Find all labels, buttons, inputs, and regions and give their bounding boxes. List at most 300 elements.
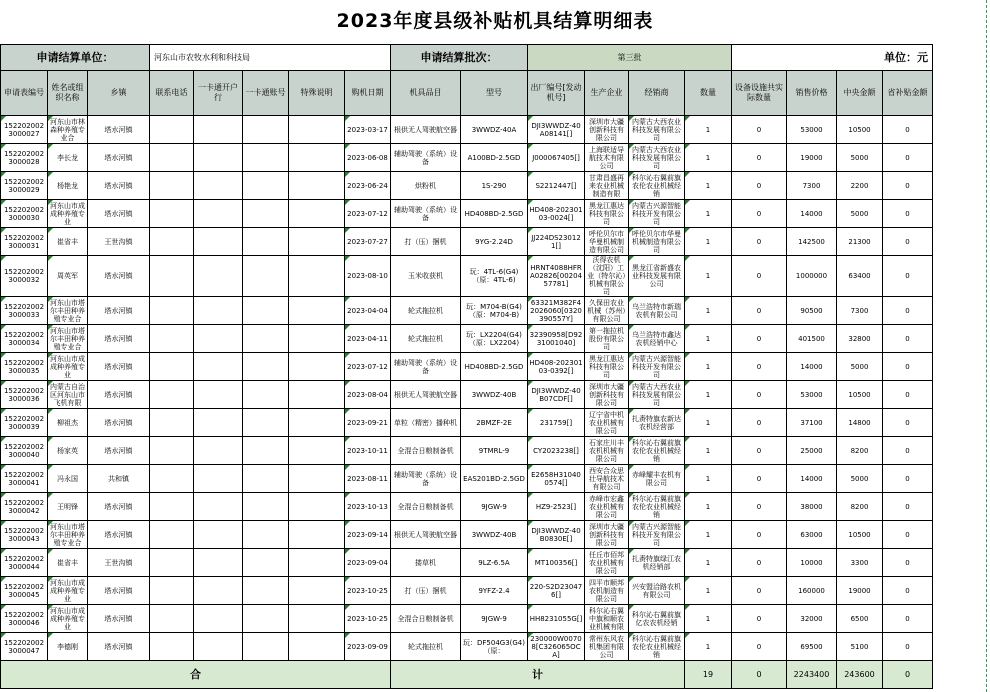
cell-maker[interactable]: 四平市顺邦农机制造有限公司	[585, 577, 629, 605]
cell-central[interactable]: 10500	[837, 381, 883, 409]
cell-provincial[interactable]: 0	[883, 381, 933, 409]
cell-item[interactable]: 单粒（精密）播种机	[391, 409, 461, 437]
cell-dealer[interactable]: 呼伦贝尔市华曼机械制造有限公司	[629, 228, 685, 256]
cell-bank[interactable]	[194, 353, 243, 381]
cell-note[interactable]	[289, 605, 345, 633]
cell-name[interactable]: 河东山市成成种养殖专业	[48, 577, 88, 605]
cell-serial[interactable]: J000067405[]	[528, 144, 585, 172]
cell-serial[interactable]: JJ224DS230121[]	[528, 228, 585, 256]
cell-town[interactable]: 塔水河镇	[88, 577, 150, 605]
cell-qty[interactable]: 1	[685, 256, 732, 297]
cell-price[interactable]: 38000	[787, 493, 837, 521]
cell-account[interactable]	[243, 521, 289, 549]
cell-maker[interactable]: 黑龙江惠达科技有限公司	[585, 200, 629, 228]
cell-actual-qty[interactable]: 0	[732, 297, 787, 325]
cell-name[interactable]: 杨艳龙	[48, 172, 88, 200]
cell-model[interactable]: EAS201BD-2.5GD	[461, 465, 528, 493]
cell-actual-qty[interactable]: 0	[732, 605, 787, 633]
cell-dealer[interactable]: 内蒙古大西农业科技发展有限公司	[629, 144, 685, 172]
cell-price[interactable]: 14000	[787, 200, 837, 228]
cell-serial[interactable]: HRNT4088HFRA02826[0020457781]	[528, 256, 585, 297]
cell-name[interactable]: 柳祖杰	[48, 409, 88, 437]
cell-purchase-date[interactable]: 2023-10-25	[345, 577, 391, 605]
cell-name[interactable]: 河东山市成成种养殖专业	[48, 200, 88, 228]
cell-model[interactable]: 玩：4TL-6(G4)（原：4TL-6)	[461, 256, 528, 297]
cell-town[interactable]: 塔水河镇	[88, 144, 150, 172]
cell-account[interactable]	[243, 409, 289, 437]
cell-account[interactable]	[243, 256, 289, 297]
cell-town[interactable]: 塔水河镇	[88, 493, 150, 521]
cell-central[interactable]: 14800	[837, 409, 883, 437]
cell-maker[interactable]: 第一拖拉机股份有限公司	[585, 325, 629, 353]
cell-qty[interactable]: 1	[685, 465, 732, 493]
cell-model[interactable]: 3WWDZ-40B	[461, 381, 528, 409]
cell-serial[interactable]: DJI3WWDZ-40B0830E[]	[528, 521, 585, 549]
cell-phone[interactable]	[150, 549, 194, 577]
cell-town[interactable]: 塔水河镇	[88, 256, 150, 297]
cell-purchase-date[interactable]: 2023-09-21	[345, 409, 391, 437]
cell-bank[interactable]	[194, 549, 243, 577]
cell-phone[interactable]	[150, 325, 194, 353]
cell-town[interactable]: 塔水河镇	[88, 633, 150, 661]
cell-dealer[interactable]: 内蒙古大西农业科技发展有限公司	[629, 116, 685, 144]
cell-name[interactable]: 河东山市塔尔丰田种养殖专业合	[48, 521, 88, 549]
cell-bank[interactable]	[194, 256, 243, 297]
cell-central[interactable]: 8200	[837, 437, 883, 465]
cell-model[interactable]: 9JGW-9	[461, 605, 528, 633]
cell-model[interactable]: 2BMZF-2E	[461, 409, 528, 437]
cell-note[interactable]	[289, 353, 345, 381]
cell-provincial[interactable]: 0	[883, 409, 933, 437]
cell-bank[interactable]	[194, 381, 243, 409]
cell-item[interactable]: 轮式拖拉机	[391, 633, 461, 661]
cell-name[interactable]: 河东山市塔尔丰田种养殖专业合	[48, 325, 88, 353]
cell-town[interactable]: 塔水河镇	[88, 172, 150, 200]
cell-qty[interactable]: 1	[685, 549, 732, 577]
cell-dealer[interactable]: 内蒙古兴源智能科技开发有限公司	[629, 353, 685, 381]
cell-maker[interactable]: 西安合众思壮导航技术有限公司	[585, 465, 629, 493]
cell-account[interactable]	[243, 633, 289, 661]
cell-qty[interactable]: 1	[685, 325, 732, 353]
cell-name[interactable]: 崔省丰	[48, 228, 88, 256]
cell-note[interactable]	[289, 116, 345, 144]
cell-provincial[interactable]: 0	[883, 521, 933, 549]
cell-purchase-date[interactable]: 2023-04-04	[345, 297, 391, 325]
cell-actual-qty[interactable]: 0	[732, 353, 787, 381]
cell-actual-qty[interactable]: 0	[732, 465, 787, 493]
cell-central[interactable]: 5100	[837, 633, 883, 661]
cell-account[interactable]	[243, 381, 289, 409]
cell-actual-qty[interactable]: 0	[732, 549, 787, 577]
cell-serial[interactable]: S2212447[]	[528, 172, 585, 200]
cell-maker[interactable]: 上海联适导航技术有限公司	[585, 144, 629, 172]
cell-model[interactable]: HD408BD-2.5GD	[461, 200, 528, 228]
cell-bank[interactable]	[194, 577, 243, 605]
cell-central[interactable]: 3300	[837, 549, 883, 577]
cell-actual-qty[interactable]: 0	[732, 200, 787, 228]
cell-qty[interactable]: 1	[685, 605, 732, 633]
cell-model[interactable]: 9YG-2.24D	[461, 228, 528, 256]
cell-application-no[interactable]: 1522020023000033	[1, 297, 48, 325]
cell-price[interactable]: 19000	[787, 144, 837, 172]
cell-town[interactable]: 王世沟镇	[88, 549, 150, 577]
cell-provincial[interactable]: 0	[883, 172, 933, 200]
cell-item[interactable]: 玉米收获机	[391, 256, 461, 297]
cell-name[interactable]: 河东山市成成种养殖专业	[48, 605, 88, 633]
cell-item[interactable]: 轮式拖拉机	[391, 325, 461, 353]
cell-application-no[interactable]: 1522020023000034	[1, 325, 48, 353]
cell-actual-qty[interactable]: 0	[732, 633, 787, 661]
cell-item[interactable]: 烘粉机	[391, 172, 461, 200]
cell-actual-qty[interactable]: 0	[732, 116, 787, 144]
cell-name[interactable]: 李德刚	[48, 633, 88, 661]
cell-application-no[interactable]: 1522020023000029	[1, 172, 48, 200]
cell-note[interactable]	[289, 465, 345, 493]
cell-purchase-date[interactable]: 2023-04-11	[345, 325, 391, 353]
cell-bank[interactable]	[194, 297, 243, 325]
cell-application-no[interactable]: 1522020023000035	[1, 353, 48, 381]
cell-qty[interactable]: 1	[685, 297, 732, 325]
cell-qty[interactable]: 1	[685, 633, 732, 661]
cell-note[interactable]	[289, 256, 345, 297]
cell-price[interactable]: 69500	[787, 633, 837, 661]
cell-provincial[interactable]: 0	[883, 297, 933, 325]
cell-provincial[interactable]: 0	[883, 605, 933, 633]
cell-account[interactable]	[243, 116, 289, 144]
cell-qty[interactable]: 1	[685, 381, 732, 409]
cell-dealer[interactable]: 科尔沁右翼前旗农伦农业机械经销	[629, 437, 685, 465]
cell-model[interactable]: 9JGW-9	[461, 493, 528, 521]
cell-maker[interactable]: 久保田农业机械（苏州）有限公司	[585, 297, 629, 325]
cell-maker[interactable]: 甘肃昌盛再来农业机械制造有限	[585, 172, 629, 200]
cell-application-no[interactable]: 1522020023000040	[1, 437, 48, 465]
cell-item[interactable]: 全混合日粮制备机	[391, 437, 461, 465]
cell-serial[interactable]: DJI3WWDZ-40A08141[]	[528, 116, 585, 144]
cell-maker[interactable]: 黑龙江惠达科技有限公司	[585, 353, 629, 381]
cell-price[interactable]: 401500	[787, 325, 837, 353]
cell-serial[interactable]: 32390958[D9231001040]	[528, 325, 585, 353]
cell-bank[interactable]	[194, 493, 243, 521]
cell-actual-qty[interactable]: 0	[732, 172, 787, 200]
cell-maker[interactable]: 沃得农机（沈阳）工业（特尔沁）机械有限公司	[585, 256, 629, 297]
cell-central[interactable]: 10500	[837, 521, 883, 549]
cell-purchase-date[interactable]: 2023-09-09	[345, 633, 391, 661]
cell-serial[interactable]: 220-S2D230476[]	[528, 577, 585, 605]
cell-dealer[interactable]: 科尔沁右翼前旗农伦农业机械经销	[629, 493, 685, 521]
cell-serial[interactable]: 63321M382F42026060[0320390557Y]	[528, 297, 585, 325]
cell-maker[interactable]: 深圳市大疆创新科技有限公司	[585, 116, 629, 144]
cell-dealer[interactable]: 内蒙古兴源智能科技开发有限公司	[629, 521, 685, 549]
cell-item[interactable]: 全混合日粮制备机	[391, 605, 461, 633]
cell-actual-qty[interactable]: 0	[732, 381, 787, 409]
cell-account[interactable]	[243, 437, 289, 465]
cell-model[interactable]: 9LZ-6.5A	[461, 549, 528, 577]
cell-model[interactable]: 玩：DF504G3(G4)（原：	[461, 633, 528, 661]
cell-actual-qty[interactable]: 0	[732, 409, 787, 437]
cell-note[interactable]	[289, 297, 345, 325]
cell-purchase-date[interactable]: 2023-08-10	[345, 256, 391, 297]
cell-application-no[interactable]: 1522020023000028	[1, 144, 48, 172]
cell-town[interactable]: 王世沟镇	[88, 228, 150, 256]
cell-town[interactable]: 塔水河镇	[88, 325, 150, 353]
cell-phone[interactable]	[150, 144, 194, 172]
cell-provincial[interactable]: 0	[883, 228, 933, 256]
cell-account[interactable]	[243, 353, 289, 381]
cell-qty[interactable]: 1	[685, 521, 732, 549]
cell-actual-qty[interactable]: 0	[732, 577, 787, 605]
cell-price[interactable]: 7300	[787, 172, 837, 200]
cell-phone[interactable]	[150, 200, 194, 228]
cell-serial[interactable]: 231759[]	[528, 409, 585, 437]
cell-bank[interactable]	[194, 521, 243, 549]
cell-actual-qty[interactable]: 0	[732, 228, 787, 256]
cell-town[interactable]: 塔水河镇	[88, 521, 150, 549]
cell-item[interactable]: 辅助驾驶（系统）设备	[391, 144, 461, 172]
cell-actual-qty[interactable]: 0	[732, 521, 787, 549]
cell-item[interactable]: 辅助驾驶（系统）设备	[391, 353, 461, 381]
cell-provincial[interactable]: 0	[883, 437, 933, 465]
cell-price[interactable]: 25000	[787, 437, 837, 465]
cell-phone[interactable]	[150, 493, 194, 521]
cell-price[interactable]: 1000000	[787, 256, 837, 297]
cell-application-no[interactable]: 1522020023000030	[1, 200, 48, 228]
cell-phone[interactable]	[150, 409, 194, 437]
cell-provincial[interactable]: 0	[883, 116, 933, 144]
cell-phone[interactable]	[150, 116, 194, 144]
cell-dealer[interactable]: 科尔沁右翼前旗农伦农业机械经销	[629, 172, 685, 200]
cell-account[interactable]	[243, 549, 289, 577]
cell-bank[interactable]	[194, 465, 243, 493]
cell-name[interactable]: 冯永国	[48, 465, 88, 493]
cell-maker[interactable]: 辽宁省中机农业机械有限公司	[585, 409, 629, 437]
cell-maker[interactable]: 赤峰市宏鑫农业机械有限公司	[585, 493, 629, 521]
cell-serial[interactable]: DJI3WWDZ-40B07CDF[]	[528, 381, 585, 409]
cell-provincial[interactable]: 0	[883, 200, 933, 228]
cell-phone[interactable]	[150, 605, 194, 633]
cell-purchase-date[interactable]: 2023-09-14	[345, 521, 391, 549]
cell-actual-qty[interactable]: 0	[732, 493, 787, 521]
cell-bank[interactable]	[194, 116, 243, 144]
cell-model[interactable]: 9YFZ-2.4	[461, 577, 528, 605]
cell-town[interactable]: 共和镇	[88, 465, 150, 493]
cell-purchase-date[interactable]: 2023-09-04	[345, 549, 391, 577]
cell-note[interactable]	[289, 577, 345, 605]
cell-purchase-date[interactable]: 2023-03-17	[345, 116, 391, 144]
cell-account[interactable]	[243, 465, 289, 493]
cell-bank[interactable]	[194, 228, 243, 256]
cell-central[interactable]: 5000	[837, 144, 883, 172]
cell-qty[interactable]: 1	[685, 577, 732, 605]
cell-name[interactable]: 周英军	[48, 256, 88, 297]
cell-name[interactable]: 河东山市成成种养殖专业	[48, 353, 88, 381]
cell-price[interactable]: 63000	[787, 521, 837, 549]
cell-purchase-date[interactable]: 2023-08-04	[345, 381, 391, 409]
cell-item[interactable]: 搂草机	[391, 549, 461, 577]
cell-phone[interactable]	[150, 353, 194, 381]
cell-model[interactable]: 3WWDZ-40B	[461, 521, 528, 549]
cell-serial[interactable]: HD408-20230103-0024[]	[528, 200, 585, 228]
cell-note[interactable]	[289, 521, 345, 549]
cell-provincial[interactable]: 0	[883, 325, 933, 353]
cell-central[interactable]: 19000	[837, 577, 883, 605]
cell-purchase-date[interactable]: 2023-10-25	[345, 605, 391, 633]
cell-purchase-date[interactable]: 2023-07-27	[345, 228, 391, 256]
cell-application-no[interactable]: 1522020023000039	[1, 409, 48, 437]
cell-central[interactable]: 32800	[837, 325, 883, 353]
cell-item[interactable]: 轮式拖拉机	[391, 297, 461, 325]
cell-note[interactable]	[289, 633, 345, 661]
cell-actual-qty[interactable]: 0	[732, 325, 787, 353]
cell-note[interactable]	[289, 549, 345, 577]
cell-account[interactable]	[243, 577, 289, 605]
cell-dealer[interactable]: 扎赉特旗农新达农机经营部	[629, 409, 685, 437]
cell-dealer[interactable]: 乌兰浩特市新瑞农机有限公司	[629, 297, 685, 325]
cell-bank[interactable]	[194, 200, 243, 228]
cell-serial[interactable]: CY2023238[]	[528, 437, 585, 465]
cell-name[interactable]: 河东山市林森种养殖专业合	[48, 116, 88, 144]
cell-price[interactable]: 10000	[787, 549, 837, 577]
cell-bank[interactable]	[194, 144, 243, 172]
cell-central[interactable]: 8200	[837, 493, 883, 521]
cell-note[interactable]	[289, 200, 345, 228]
cell-serial[interactable]: 230000W00708[C326065OCA]	[528, 633, 585, 661]
cell-provincial[interactable]: 0	[883, 353, 933, 381]
cell-town[interactable]: 塔水河镇	[88, 409, 150, 437]
cell-maker[interactable]: 任丘市佰邦农业机械有限公司	[585, 549, 629, 577]
cell-application-no[interactable]: 1522020023000044	[1, 549, 48, 577]
cell-maker[interactable]: 深圳市大疆创新科技有限公司	[585, 521, 629, 549]
cell-note[interactable]	[289, 144, 345, 172]
cell-account[interactable]	[243, 325, 289, 353]
cell-dealer[interactable]: 科尔沁右翼前旗农伦农业机械经销	[629, 633, 685, 661]
cell-application-no[interactable]: 1522020023000043	[1, 521, 48, 549]
cell-model[interactable]: HD408BD-2.5GD	[461, 353, 528, 381]
cell-maker[interactable]: 石家庄川丰农机机械有限公司	[585, 437, 629, 465]
cell-item[interactable]: 辅助驾驶（系统）设备	[391, 465, 461, 493]
cell-qty[interactable]: 1	[685, 144, 732, 172]
cell-name[interactable]: 王明锋	[48, 493, 88, 521]
cell-central[interactable]: 21300	[837, 228, 883, 256]
cell-purchase-date[interactable]: 2023-08-11	[345, 465, 391, 493]
cell-account[interactable]	[243, 297, 289, 325]
cell-town[interactable]: 塔水河镇	[88, 116, 150, 144]
cell-central[interactable]: 5000	[837, 200, 883, 228]
cell-item[interactable]: 根供无人驾驶航空器	[391, 381, 461, 409]
cell-phone[interactable]	[150, 172, 194, 200]
cell-purchase-date[interactable]: 2023-06-24	[345, 172, 391, 200]
cell-dealer[interactable]: 赤峰耀丰农机有限公司	[629, 465, 685, 493]
cell-price[interactable]: 90500	[787, 297, 837, 325]
cell-phone[interactable]	[150, 297, 194, 325]
cell-bank[interactable]	[194, 409, 243, 437]
cell-account[interactable]	[243, 605, 289, 633]
cell-application-no[interactable]: 1522020023000041	[1, 465, 48, 493]
cell-bank[interactable]	[194, 633, 243, 661]
cell-town[interactable]: 塔水河镇	[88, 605, 150, 633]
cell-qty[interactable]: 1	[685, 493, 732, 521]
cell-price[interactable]: 160000	[787, 577, 837, 605]
cell-actual-qty[interactable]: 0	[732, 144, 787, 172]
cell-name[interactable]: 杨家英	[48, 437, 88, 465]
cell-phone[interactable]	[150, 256, 194, 297]
cell-bank[interactable]	[194, 437, 243, 465]
cell-actual-qty[interactable]: 0	[732, 437, 787, 465]
cell-application-no[interactable]: 1522020023000042	[1, 493, 48, 521]
cell-provincial[interactable]: 0	[883, 633, 933, 661]
cell-account[interactable]	[243, 228, 289, 256]
cell-phone[interactable]	[150, 465, 194, 493]
cell-maker[interactable]: 科尔沁右翼中旗和顺农业机械有限	[585, 605, 629, 633]
cell-purchase-date[interactable]: 2023-10-11	[345, 437, 391, 465]
cell-application-no[interactable]: 1522020023000045	[1, 577, 48, 605]
cell-purchase-date[interactable]: 2023-07-12	[345, 200, 391, 228]
cell-bank[interactable]	[194, 172, 243, 200]
cell-provincial[interactable]: 0	[883, 465, 933, 493]
cell-note[interactable]	[289, 437, 345, 465]
cell-note[interactable]	[289, 172, 345, 200]
cell-provincial[interactable]: 0	[883, 493, 933, 521]
cell-central[interactable]: 2200	[837, 172, 883, 200]
cell-name[interactable]: 崔省丰	[48, 549, 88, 577]
cell-dealer[interactable]: 乌兰浩特市鑫达农机经销中心	[629, 325, 685, 353]
cell-maker[interactable]: 常州东风农机集团有限公司	[585, 633, 629, 661]
cell-purchase-date[interactable]: 2023-10-13	[345, 493, 391, 521]
cell-application-no[interactable]: 1522020023000027	[1, 116, 48, 144]
cell-name[interactable]: 河东山市塔尔丰田种养殖专业合	[48, 297, 88, 325]
cell-note[interactable]	[289, 493, 345, 521]
cell-town[interactable]: 塔水河镇	[88, 381, 150, 409]
cell-town[interactable]: 塔水河镇	[88, 297, 150, 325]
cell-actual-qty[interactable]: 0	[732, 256, 787, 297]
cell-central[interactable]: 63400	[837, 256, 883, 297]
cell-central[interactable]: 6500	[837, 605, 883, 633]
cell-dealer[interactable]: 科尔沁右翼前旗亿农农机经销	[629, 605, 685, 633]
cell-model[interactable]: 玩：M704-B(G4)（原：M704-B)	[461, 297, 528, 325]
cell-item[interactable]: 打（压）捆机	[391, 577, 461, 605]
cell-maker[interactable]: 呼伦贝尔市华曼机械制造有限公司	[585, 228, 629, 256]
cell-town[interactable]: 塔水河镇	[88, 437, 150, 465]
cell-serial[interactable]: E2658H310400574[]	[528, 465, 585, 493]
cell-price[interactable]: 14000	[787, 353, 837, 381]
cell-note[interactable]	[289, 325, 345, 353]
cell-model[interactable]: A100BD-2.5GD	[461, 144, 528, 172]
cell-serial[interactable]: HH8231055G[]	[528, 605, 585, 633]
cell-item[interactable]: 打（压）捆机	[391, 228, 461, 256]
cell-price[interactable]: 142500	[787, 228, 837, 256]
cell-phone[interactable]	[150, 633, 194, 661]
cell-price[interactable]: 37100	[787, 409, 837, 437]
cell-dealer[interactable]: 扎赉特旗绿江农机经销部	[629, 549, 685, 577]
cell-phone[interactable]	[150, 381, 194, 409]
cell-price[interactable]: 53000	[787, 381, 837, 409]
cell-provincial[interactable]: 0	[883, 256, 933, 297]
cell-dealer[interactable]: 黑龙江省新盛农业科技发展有限公司	[629, 256, 685, 297]
cell-serial[interactable]: HZ9-2523[]	[528, 493, 585, 521]
cell-qty[interactable]: 1	[685, 116, 732, 144]
cell-purchase-date[interactable]: 2023-07-12	[345, 353, 391, 381]
cell-serial[interactable]: MT100356[]	[528, 549, 585, 577]
cell-note[interactable]	[289, 409, 345, 437]
cell-qty[interactable]: 1	[685, 228, 732, 256]
cell-dealer[interactable]: 内蒙古兴源智能科技开发有限公司	[629, 200, 685, 228]
cell-qty[interactable]: 1	[685, 353, 732, 381]
cell-qty[interactable]: 1	[685, 409, 732, 437]
cell-name[interactable]: 李长龙	[48, 144, 88, 172]
cell-dealer[interactable]: 兴安盟洽路农机有限公司	[629, 577, 685, 605]
cell-model[interactable]: 1S-290	[461, 172, 528, 200]
cell-purchase-date[interactable]: 2023-06-08	[345, 144, 391, 172]
cell-model[interactable]: 玩：LX2204(G4)（原：LX2204)	[461, 325, 528, 353]
